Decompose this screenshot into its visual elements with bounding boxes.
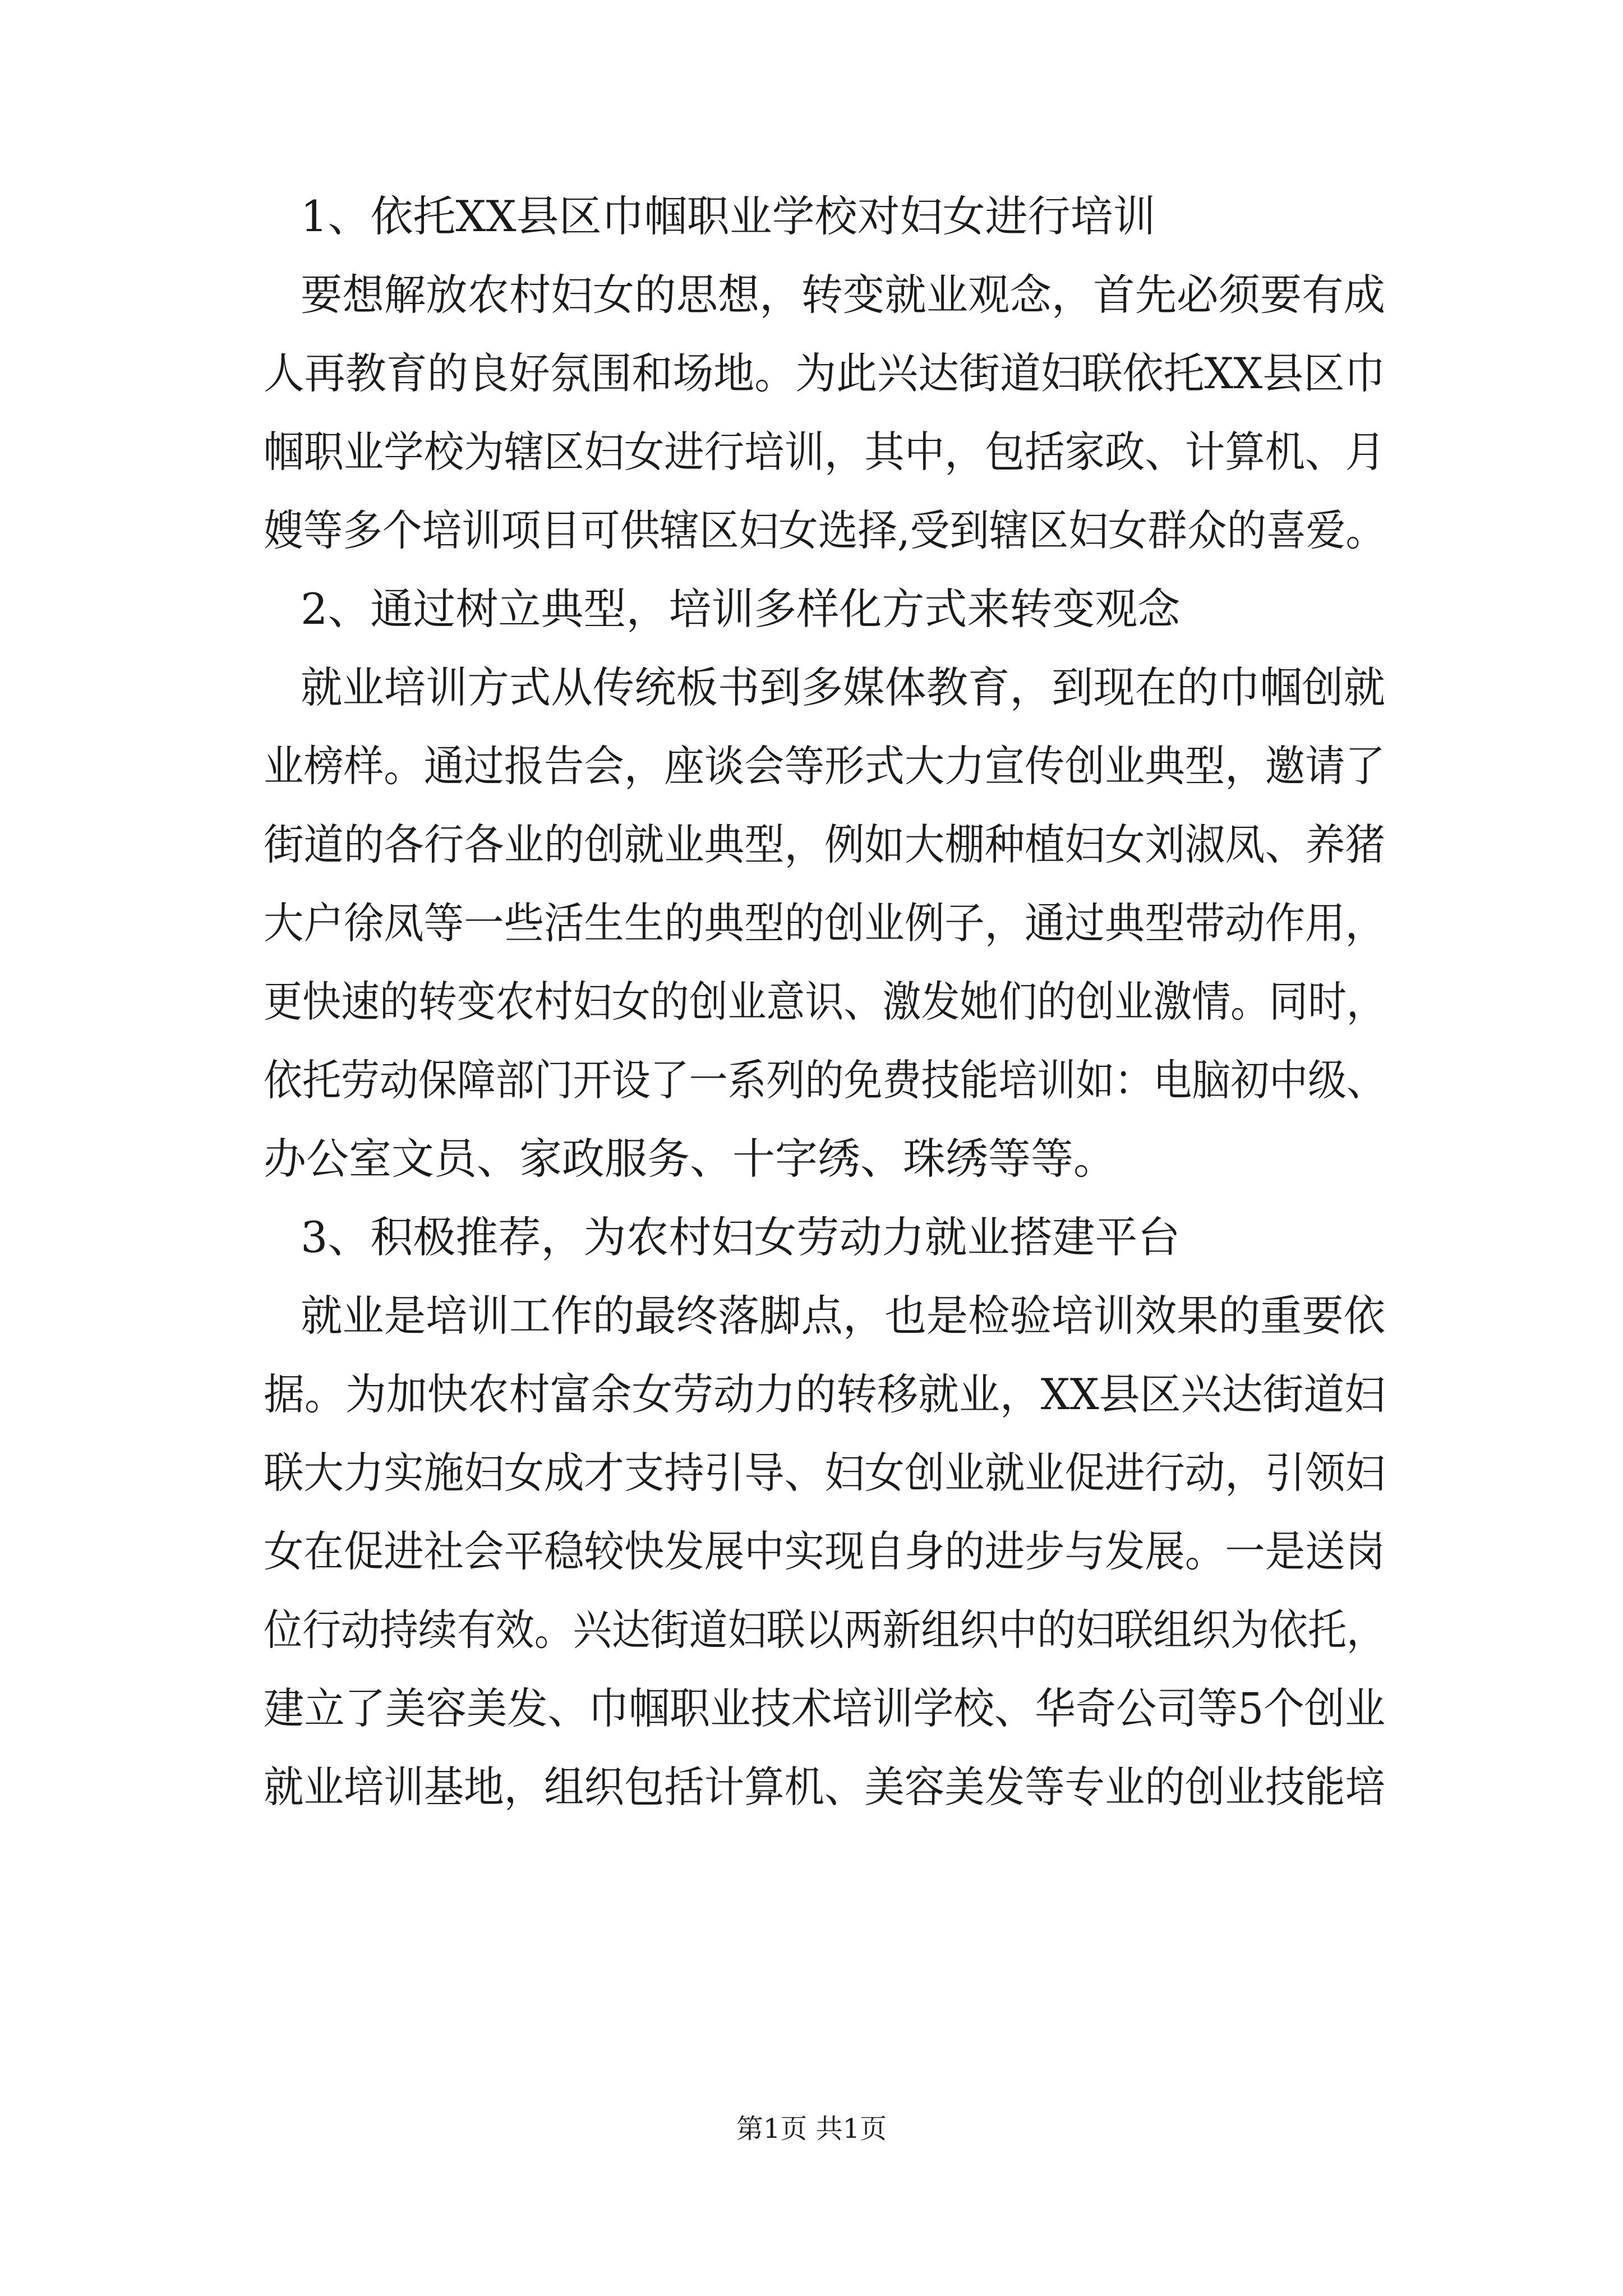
heading-3: 3、积极推荐，为农村妇女劳动力就业搭建平台 (301, 1212, 1181, 1262)
paragraph-line: 位行动持续有效。兴达街道妇联以两新组织中的妇联组织为依托， (264, 1605, 1385, 1655)
page-number-footer: 第1页 共1页 (736, 2113, 887, 2145)
paragraph-line: 就业是培训工作的最终落脚点，也是检验培训效果的重要依 (301, 1291, 1385, 1341)
paragraph-line: 就业培训方式从传统板书到多媒体教育，到现在的巾帼创就 (301, 662, 1385, 712)
paragraph-line: 建立了美容美发、巾帼职业技术培训学校、华奇公司等5个创业 (264, 1683, 1386, 1733)
paragraph-line: 大户徐凤等一些活生生的典型的创业例子，通过典型带动作用， (264, 898, 1385, 948)
paragraph-line: 街道的各行各业的创就业典型，例如大棚种植妇女刘淑凤、养猪 (264, 820, 1385, 869)
paragraph-line: 人再教育的良好氛围和场地。为此兴达街道妇联依托XX县区巾 (264, 348, 1386, 398)
paragraph-line: 依托劳动保障部门开设了一系列的免费技能培训如：电脑初中级、 (264, 1055, 1385, 1105)
paragraph-line: 嫂等多个培训项目可供辖区妇女选择,受到辖区妇女群众的喜爱。 (264, 505, 1386, 555)
paragraph-line: 联大力实施妇女成才支持引导、妇女创业就业促进行动，引领妇 (264, 1448, 1385, 1498)
heading-1: 1、依托XX县区巾帼职业学校对妇女进行培训 (301, 191, 1156, 241)
paragraph-line: 据。为加快农村富余女劳动力的转移就业，XX县区兴达街道妇 (264, 1369, 1386, 1419)
paragraph-line: 更快速的转变农村妇女的创业意识、激发她们的创业激情。同时， (264, 977, 1385, 1027)
paragraph-line: 办公室文员、家政服务、十字绣、珠绣等等。 (264, 1134, 1116, 1184)
paragraph-line: 要想解放农村妇女的思想，转变就业观念，首先必须要有成 (301, 270, 1385, 320)
paragraph-line: 女在促进社会平稳较快发展中实现自身的进步与发展。一是送岗 (264, 1526, 1385, 1576)
paragraph-line: 帼职业学校为辖区妇女进行培训，其中，包括家政、计算机、月 (264, 427, 1385, 477)
paragraph-line: 业榜样。通过报告会，座谈会等形式大力宣传创业典型，邀请了 (264, 741, 1385, 791)
paragraph-line: 就业培训基地，组织包括计算机、美容美发等专业的创业技能培 (264, 1762, 1385, 1812)
heading-2: 2、通过树立典型，培训多样化方式来转变观念 (301, 584, 1181, 634)
